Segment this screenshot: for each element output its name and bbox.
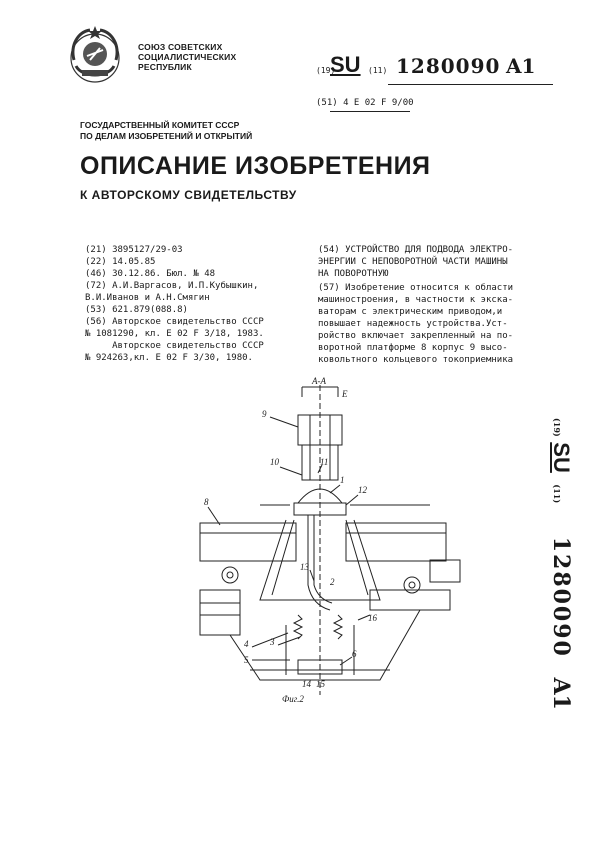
figure-caption: Фиг.2 — [282, 694, 304, 704]
bib-line: (46) 30.12.86. Бюл. № 48 — [85, 269, 216, 279]
technical-drawing — [190, 375, 490, 710]
abstract-line: НА ПОВОРОТНУЮ — [318, 269, 389, 279]
committee-line-2: ПО ДЕЛАМ ИЗОБРЕТЕНИЙ И ОТКРЫТИЙ — [80, 131, 253, 141]
bib-line: В.И.Иванов и А.Н.Смягин — [85, 293, 210, 303]
vertical-idx11: (11) — [552, 484, 562, 504]
committee-line-1: ГОСУДАРСТВЕННЫЙ КОМИТЕТ СССР — [80, 120, 240, 130]
abstract-line: машиностроения, в частности к экска- — [318, 295, 514, 305]
lower-left-frame — [200, 590, 240, 635]
section-label: А-А — [312, 376, 326, 386]
callout: 8 — [204, 497, 209, 507]
vertical-su: SU — [549, 442, 574, 473]
abstract-line: (54) УСТРОЙСТВО ДЛЯ ПОДВОДА ЭЛЕКТРО- — [318, 245, 514, 255]
callout: 2 — [330, 577, 335, 587]
bib-line: (21) 3895127/29-03 — [85, 245, 183, 255]
callout: 11 — [320, 457, 329, 467]
patent-id-block — [316, 54, 566, 84]
bib-line: № 924263,кл. Е 02 F 3/30, 1980. — [85, 353, 253, 363]
bib-line: (72) А.И.Варгасов, И.П.Кубышкин, — [85, 281, 259, 291]
kind-code: A1 — [506, 54, 536, 78]
abstract-line: воротной платформе 8 корпус 9 высо- — [318, 343, 508, 353]
vertical-number: 1280090 — [548, 536, 574, 658]
e-label: Е — [342, 389, 348, 399]
su-code: SU — [330, 52, 361, 77]
bib-line: № 1081290, кл. Е 02 F 3/18, 1983. — [85, 329, 264, 339]
union-line-1: СОЮЗ СОВЕТСКИХ — [138, 42, 223, 52]
bib-line: (53) 621.879(088.8) — [85, 305, 188, 315]
callout: 13 — [300, 562, 309, 572]
callout: 3 — [270, 637, 275, 647]
document-title: ОПИСАНИЕ ИЗОБРЕТЕНИЯ — [80, 152, 431, 180]
vertical-text — [548, 418, 574, 710]
union-line-3: РЕСПУБЛИК — [138, 62, 192, 72]
callout: 12 — [358, 485, 367, 495]
ipc-underline — [330, 111, 410, 112]
document-subtitle: К АВТОРСКОМУ СВИДЕТЕЛЬСТВУ — [80, 188, 297, 202]
ipc-classification: (51) 4 E 02 F 9/00 — [316, 98, 414, 108]
abstract-line: (57) Изобретение относится к области — [318, 283, 514, 293]
vertical-idx19: (19) — [552, 418, 562, 437]
callout: 6 — [352, 649, 357, 659]
abstract-line: ваторам с электрическим приводом,и — [318, 307, 503, 317]
platform-beam-left — [200, 523, 296, 561]
number-underline — [388, 84, 553, 85]
bib-line: (22) 14.05.85 — [85, 257, 156, 267]
callout: 15 — [316, 679, 325, 689]
vertical-kind: A1 — [548, 677, 574, 710]
callout: 10 — [270, 457, 279, 467]
patent-number: 1280090 — [396, 54, 501, 78]
callout: 5 — [244, 655, 249, 665]
index-19: (19) — [316, 66, 336, 75]
abstract-line: ковольтного кольцевого токоприемника — [318, 355, 514, 365]
vertical-patent-number — [536, 418, 576, 710]
index-11: (11) — [368, 66, 388, 75]
union-line-2: СОЦИАЛИСТИЧЕСКИХ — [138, 52, 237, 62]
callout: 16 — [368, 613, 377, 623]
abstract-line: повышает надежность устройства.Уст- — [318, 319, 508, 329]
callout: 9 — [262, 409, 267, 419]
callout: 1 — [340, 475, 345, 485]
abstract-line: ЭНЕРГИИ С НЕПОВОРОТНОЙ ЧАСТИ МАШИНЫ — [318, 257, 508, 267]
abstract-line: ройство включает закрепленный на по- — [318, 331, 514, 341]
bib-line: Авторское свидетельство СССР — [85, 341, 264, 351]
callout: 14 — [302, 679, 311, 689]
callout: 4 — [244, 639, 249, 649]
ussr-emblem-icon — [60, 20, 130, 90]
bib-line: (56) Авторское свидетельство СССР — [85, 317, 264, 327]
